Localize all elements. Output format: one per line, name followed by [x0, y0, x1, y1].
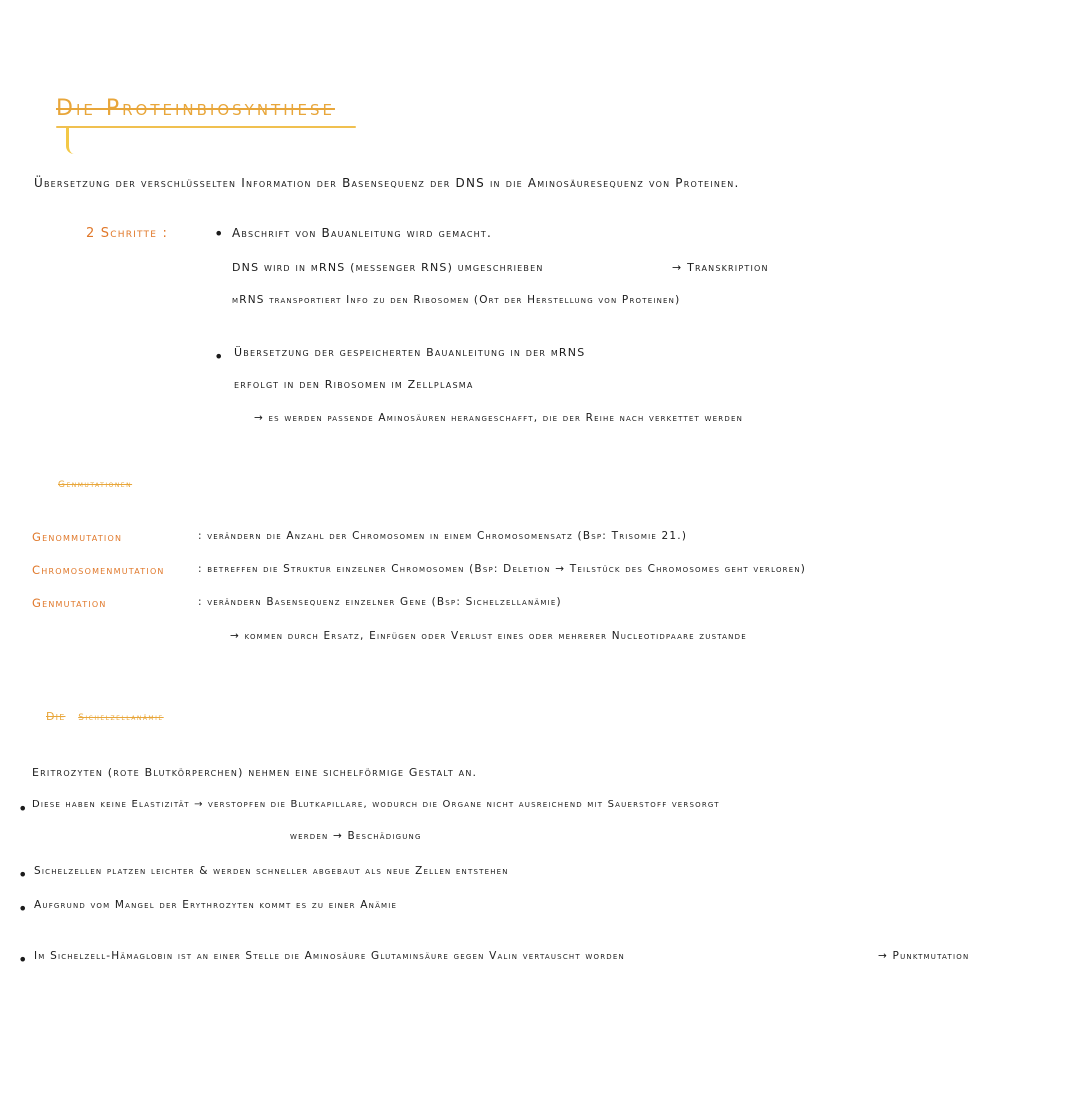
step2-line2: → es werden passende Aminosäuren herangeschafft, die der Reihe nach verkettet werden: [254, 412, 744, 424]
mutation-term-gen: Genmutation: [32, 596, 107, 610]
mutation-desc-genom: : verändern die Anzahl der Chromosomen in einem Chromosomensatz (Bsp: Trisomie 21.): [198, 530, 688, 542]
sickle-bullet-1: Diese haben keine Elastizität → verstopfen die Blutkapillare, wodurch die Organe nicht ausreichend mit Sauerstoff versorgt: [32, 799, 720, 810]
bullet-icon: •: [18, 899, 28, 918]
sickle-heading-word: Die: [46, 710, 66, 723]
mutation-desc-gen: : verändern Basensequenz einzelner Gene (Bsp: Sichelzellanämie): [198, 596, 562, 608]
bullet-icon: •: [18, 799, 28, 818]
sickle-heading-strike: Sichelzellanämie: [78, 713, 164, 723]
sickle-bullet-4: Im Sichelzell-Hämaglobin ist an einer Stelle die Aminosäure Glutaminsäure gegen Valin vertauscht worden: [34, 950, 625, 962]
sickle-bullet-1-cont: werden → Beschädigung: [290, 830, 422, 842]
sickle-bullet-3: Aufgrund vom Mangel der Erythrozyten kommt es zu einer Anämie: [34, 899, 398, 911]
step1-arrow: → Transkription: [672, 261, 769, 274]
sickle-heading: [46, 710, 164, 723]
bullet-icon: •: [18, 950, 28, 969]
sickle-intro: Eritrozyten (rote Blutkörperchen) nehmen eine sichelförmige Gestalt an.: [32, 766, 478, 779]
step2-heading: Übersetzung der gespeicherten Bauanleitung in der mRNS: [234, 346, 586, 359]
bullet-icon: •: [18, 865, 28, 884]
title-hook-decoration: [66, 128, 79, 154]
mutation-desc-chromosom: : betreffen die Struktur einzelner Chromosomen (Bsp: Deletion → Teilstück des Chromosomes geht verloren): [198, 563, 807, 575]
sickle-bullet-4-arrow: → Punktmutation: [878, 950, 970, 962]
intro-text: Übersetzung der verschlüsselten Information der Basensequenz der DNS in die Aminosäuresequenz von Proteinen.: [34, 176, 740, 190]
step1-line2: mRNS transportiert Info zu den Ribosomen (Ort der Herstellung von Proteinen): [232, 294, 681, 306]
sickle-bullet-2: Sichelzellen platzen leichter & werden schneller abgebaut als neue Zellen entstehen: [34, 865, 509, 877]
bullet-icon: •: [214, 347, 224, 366]
step1-line1: DNS wird in mRNS (messenger RNS) umgeschrieben: [232, 261, 544, 274]
step1-heading: Abschrift von Bauanleitung wird gemacht.: [232, 226, 492, 240]
mutation-term-genom: Genommutation: [32, 530, 123, 544]
bullet-icon: •: [214, 224, 224, 243]
mutation-term-chromosom: Chromosomenmutation: [32, 563, 165, 577]
page-title: Die Proteinbiosynthese: [56, 96, 335, 121]
step2-line1: erfolgt in den Ribosomen im Zellplasma: [234, 378, 474, 391]
mutations-heading: Genmutationen: [58, 480, 133, 490]
mutation-note: → kommen durch Ersatz, Einfügen oder Verlust eines oder mehrerer Nucleotidpaare zustande: [230, 630, 747, 642]
title-underline: [56, 126, 356, 128]
steps-label: 2 Schritte :: [86, 226, 169, 241]
